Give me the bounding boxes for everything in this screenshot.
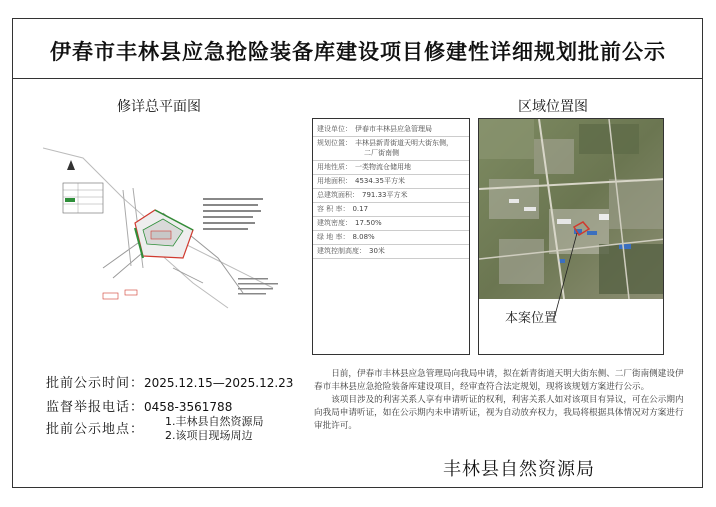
site-plan-drawing (43, 118, 308, 355)
info-row-location-cont: 二厂街南侧 (364, 149, 399, 157)
phone-value: 0458-3561788 (144, 400, 233, 414)
project-info-panel (312, 118, 470, 355)
info-row-builder: 建设单位： 伊春市丰林县应急管理局 (317, 125, 432, 133)
period-value: 2025.12.15—2025.12.23 (144, 376, 294, 390)
location-satellite-map (478, 118, 664, 355)
info-row-density: 建筑密度： 17.50% (317, 219, 382, 227)
place-label: 批前公示地点： (46, 422, 145, 437)
period-row (46, 372, 293, 391)
location-label: 区域位置图 (518, 99, 588, 115)
site-position-note: 本案位置 (505, 311, 558, 326)
info-row-land-area: 用地面积： 4534.35平方米 (317, 177, 405, 185)
issuing-bureau: 丰林县自然资源局 (443, 459, 595, 480)
info-row-landuse: 用地性质： 一类物流仓储用地 (317, 163, 411, 171)
notice-paragraph-2: 该项目涉及的利害关系人享有申请听证的权利，利害关系人如对该项目有异议，可在公示期内向我局申请听证，如在公示期内未申请听证，视为自动放弃权力，我局将根据具体情况对方案进行审批许可。 (314, 395, 684, 431)
period-label: 批前公示时间： (46, 376, 145, 391)
site-plan-svg (43, 118, 308, 355)
place-item-2: 2.该项目现场周边 (165, 429, 253, 442)
place-item-1: 1.丰林县自然资源局 (165, 415, 264, 428)
phone-label: 监督举报电话： (46, 400, 145, 415)
plan-label: 修详总平面图 (117, 99, 201, 115)
info-row-far: 容 积 率： 0.17 (317, 205, 369, 213)
info-row-green-ratio: 绿 地 率： 8.08% (317, 233, 375, 241)
notice-paragraph-1: 日前，伊春市丰林县应急管理局向我局申请，拟在新青街道天明大街东侧、二厂街南侧建设伊春市丰林县应急抢险装备库建设项目，经审查符合法定规划，现将该规划方案进行公示。 (314, 369, 684, 392)
info-row-floor-area: 总建筑面积： 791.33平方米 (317, 191, 408, 199)
notice-text (314, 368, 690, 433)
info-row-height: 建筑控制高度： 30米 (317, 247, 385, 255)
info-row-location: 规划位置： 丰林县新青街道天明大街东侧， (317, 139, 453, 147)
page-title: 伊春市丰林县应急抢险装备库建设项目修建性详细规划批前公示 (50, 40, 666, 64)
title-divider (12, 78, 703, 79)
place-row (46, 418, 144, 437)
